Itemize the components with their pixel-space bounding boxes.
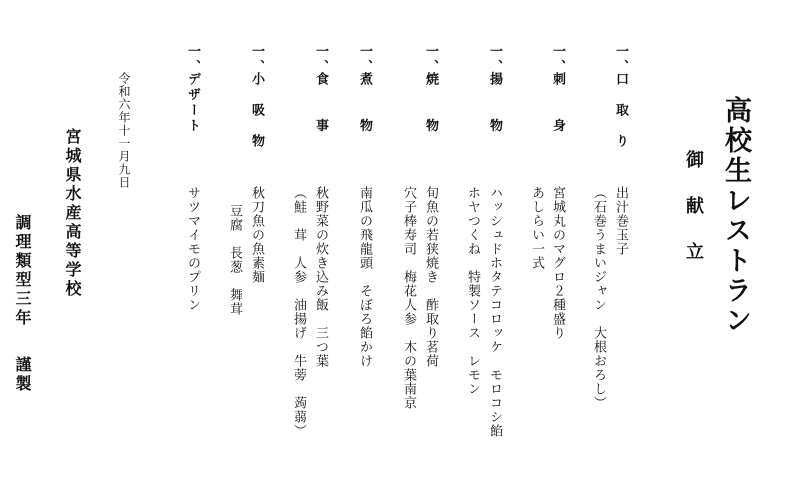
course-heading-nimono	[357, 44, 372, 134]
course-name: 口 取 り	[613, 72, 628, 150]
course-dish-line: 旬魚の若狭焼き 酢取り茗荷	[423, 186, 438, 368]
course-marker: 一、	[487, 44, 502, 75]
course-marker: 一、	[313, 44, 328, 75]
course-marker: 一、	[423, 44, 438, 75]
course-name: 焼 物	[423, 72, 438, 134]
course-name: デザート	[185, 72, 200, 134]
course-name: 小 吸 物	[249, 72, 264, 150]
course-dish-line: サツマイモのプリン	[185, 186, 200, 312]
course-name: 揚 物	[487, 72, 502, 134]
menu-date: 令和六年十一月九日	[117, 72, 131, 189]
course-name: 食 事	[313, 72, 328, 134]
course-dish-line: 宮城丸のマグロ２種盛り	[550, 186, 565, 340]
course-dish-line: 穴子棒寿司 梅花人参 木の葉南京	[401, 186, 416, 410]
course-heading-sashimi	[550, 44, 565, 134]
course-heading-kosuimono	[249, 44, 264, 150]
course-name: 煮 物	[357, 72, 372, 134]
course-dish-line: 南瓜の飛龍頭 そぼろ餡かけ	[357, 186, 372, 368]
course-heading-kuchitori	[613, 44, 628, 150]
menu-title: 高校生レストラン	[720, 96, 751, 336]
course-marker: 一、	[357, 44, 372, 75]
course-dish-line: 出汁巻玉子	[613, 186, 628, 256]
course-marker: 一、	[550, 44, 565, 75]
class-name: 調理類型三年	[13, 214, 32, 328]
menu-subtitle: 御献立	[683, 150, 704, 288]
course-heading-dessert	[185, 44, 200, 134]
course-name: 刺 身	[550, 72, 565, 134]
course-dish-line: 秋刀魚の魚素麺	[249, 186, 264, 284]
course-dish-line: （石巻うまいジャン 大根おろし）	[591, 186, 606, 410]
course-dish-line: 豆腐 長葱 舞茸	[227, 204, 242, 316]
school-name: 宮城県水産高等学校	[63, 128, 82, 299]
course-dish-line: ホヤつくね 特製ソース レモン	[465, 186, 480, 396]
course-dish-line: あしらい一式	[529, 186, 544, 270]
course-marker: 一、	[249, 44, 264, 75]
course-marker: 一、	[185, 44, 200, 75]
course-dish-line: ハッシュドホタテコロッケ モロコシ餡	[487, 186, 502, 438]
course-marker: 一、	[613, 44, 628, 75]
course-heading-yakimono	[423, 44, 438, 134]
class-signature	[14, 214, 30, 394]
course-dish-line: （鮭 茸 人参 油揚げ 牛蒡 蒟蒻）	[291, 186, 306, 438]
course-heading-shokuji	[313, 44, 328, 134]
course-dish-line: 秋野菜の炊き込み飯 三つ葉	[313, 186, 328, 368]
course-heading-agemono	[487, 44, 502, 134]
signoff-text: 謹製	[13, 356, 32, 394]
